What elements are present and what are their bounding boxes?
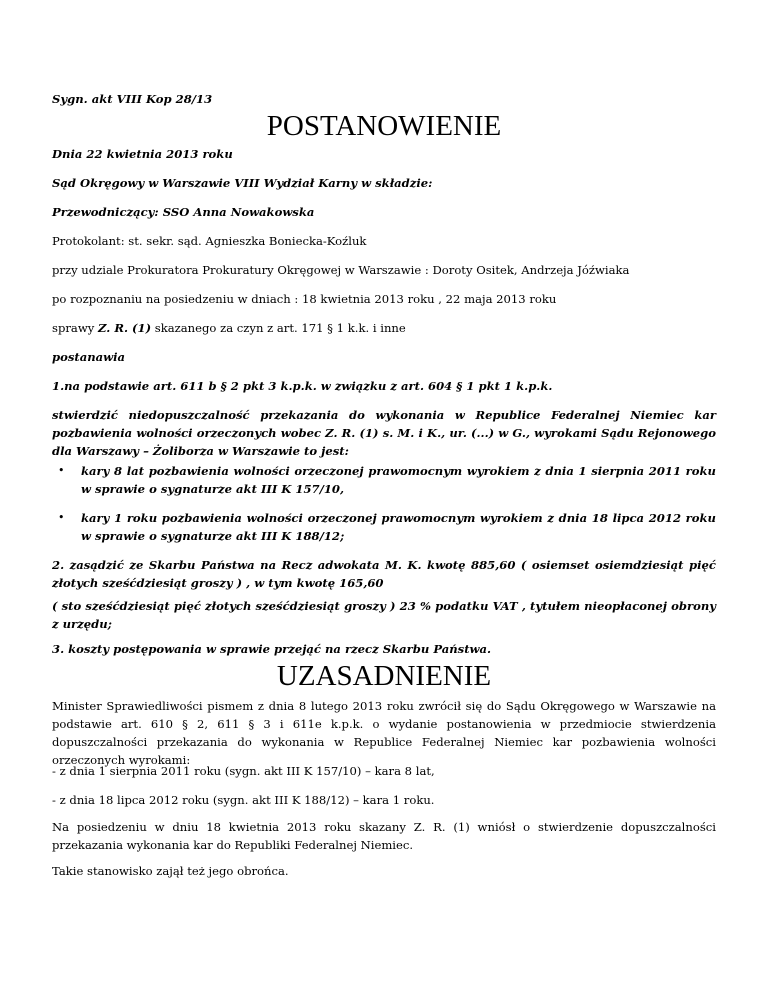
prosecutor-line: przy udziale Prokuratora Prokuratury Okręgowej w Warszawie : Doroty Ositek, Andrzeja Jóźwiaka: [52, 263, 630, 277]
court-composition: Sąd Okręgowy w Warszawie VIII Wydział Karny w składzie:: [52, 176, 433, 190]
justification-paragraph-2: Na posiedzeniu w dniu 18 kwietnia 2013 roku skazany Z. R. (1) wniósł o stwierdzenie dopuszczalności przekazania wykonania kar do Republiki Federalnej Niemiec.: [52, 820, 716, 852]
hearing-dates: po rozpoznaniu na posiedzeniu w dniach : 18 kwietnia 2013 roku , 22 maja 2013 roku: [52, 292, 557, 306]
point-2: 2. zasądzić ze Skarbu Państwa na Recz adwokata M. K. kwotę 885,60 ( osiemset osiemdziesiąt pięć złotych sześćdziesiąt groszy ) , w tym kwotę 165,60: [52, 558, 716, 590]
case-description: [52, 319, 716, 337]
finding-paragraph: stwierdzić niedopuszczalność przekazania do wykonania w Republice Federalnej Niemiec kar pozbawienia wolności orzeczonych wobec Z. R. (1) s. M. i K., ur. (...) w G., wyrokami Sądu Rejonowego dla Warszawy – Żoliborza w Warszawie to jest:: [52, 408, 716, 458]
justification-title: UZASADNIENIE: [276, 660, 492, 692]
convict-name: Z. R. (1): [98, 321, 152, 335]
bullet-text-2: kary 1 roku pozbawienia wolności orzeczonej prawomocnym wyrokiem z dnia 18 lipca 2012 roku w sprawie o sygnaturze akt III K 188/12;: [81, 511, 716, 543]
presiding-judge: Przewodniczący: SSO Anna Nowakowska: [52, 205, 315, 219]
justification-item-1: - z dnia 1 sierpnia 2011 roku (sygn. akt III K 157/10) – kara 8 lat,: [52, 764, 435, 778]
court-clerk: Protokolant: st. sekr. sąd. Agnieszka Boniecka-Koźluk: [52, 234, 367, 248]
bullet-marker: •: [58, 464, 65, 477]
decides-word: postanawia: [52, 350, 126, 364]
decision-title: POSTANOWIENIE: [266, 110, 502, 142]
justification-paragraph-3: Takie stanowisko zajął też jego obrońca.: [52, 864, 289, 878]
justification-paragraph-1: Minister Sprawiedliwości pismem z dnia 8 lutego 2013 roku zwrócił się do Sądu Okręgowego w Warszawie na podstawie art. 610 § 2, 611 § 3 i 611e k.p.k. o wydanie postanowienia w przedmiocie stwierdzenia dopuszczalności przekazania do wykonania w Republice Federalnej Niemiec kar pozbawienia wolności orzeczonych wyrokami:: [52, 699, 716, 767]
point-1: 1.na podstawie art. 611 b § 2 pkt 3 k.p.k. w związku z art. 604 § 1 pkt 1 k.p.k.: [52, 379, 553, 393]
bullet-text-1: kary 8 lat pozbawienia wolności orzeczonej prawomocnym wyrokiem z dnia 1 sierpnia 2011 roku w sprawie o sygnaturze akt III K 157/10,: [81, 464, 716, 496]
decision-date: Dnia 22 kwietnia 2013 roku: [52, 147, 233, 161]
case-prefix: sprawy: [52, 321, 98, 335]
justification-item-2: - z dnia 18 lipca 2012 roku (sygn. akt III K 188/12) – kara 1 roku.: [52, 793, 435, 807]
case-suffix: skazanego za czyn z art. 171 § 1 k.k. i inne: [151, 321, 406, 335]
point-2-continued: ( sto sześćdziesiąt pięć złotych sześćdziesiąt groszy ) 23 % podatku VAT , tytułem nieopłaconej obrony z urzędu;: [52, 599, 716, 631]
case-signature: Sygn. akt VIII Kop 28/13: [52, 92, 213, 106]
point-3: 3. koszty postępowania w sprawie przejąć na rzecz Skarbu Państwa.: [52, 642, 492, 656]
bullet-marker: •: [58, 511, 65, 524]
